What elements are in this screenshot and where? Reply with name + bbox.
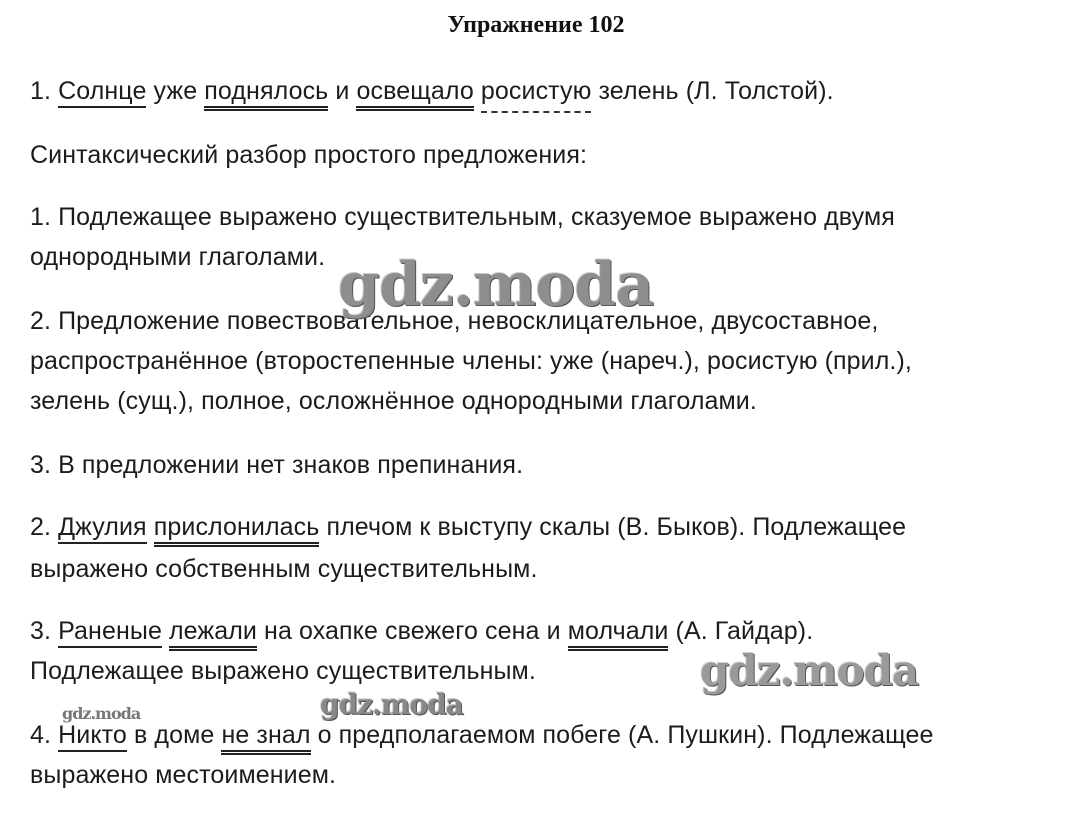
sentence-2: 2. Джулия прислонилась плечом к выступу скалы (В. Быков). Подлежащее: [30, 512, 906, 544]
syntax-heading: Синтаксический разбор простого предложения:: [30, 141, 587, 169]
analysis-3: 3. В предложении нет знаков препинания.: [30, 451, 524, 479]
predicate-word: поднялось: [204, 77, 329, 105]
analysis-1-line-1: 1. Подлежащее выражено существительным, сказуемое выражено двумя: [30, 203, 895, 231]
predicate-word: прислонилась: [153, 513, 320, 541]
exercise-title: Упражнение 102: [447, 12, 625, 38]
modifier-word: росистую: [480, 77, 592, 105]
subject-word: Джулия: [58, 514, 147, 544]
sentence-3-line-2: Подлежащее выражено существительным.: [30, 657, 536, 685]
watermark-small: gdz.moda: [62, 704, 141, 723]
sentence-1: 1. Солнце уже поднялось и освещало росистую зелень (Л. Толстой).: [30, 76, 834, 108]
sentence-3: 3. Раненые лежали на охапке свежего сена и молчали (А. Гайдар).: [30, 616, 813, 648]
analysis-2-line-1: 2. Предложение повествовательное, невосклицательное, двусоставное,: [30, 307, 879, 335]
analysis-1-line-2: однородными глаголами.: [30, 243, 326, 271]
watermark-right: gdz.moda: [700, 646, 919, 695]
predicate-word: молчали: [567, 617, 669, 645]
predicate-word: освещало: [356, 77, 474, 105]
analysis-2-line-3: зелень (сущ.), полное, осложнённое однородными глаголами.: [30, 387, 757, 415]
watermark-main: gdz.moda: [338, 250, 654, 320]
predicate-word: не знал: [221, 721, 311, 749]
sentence-2-line-2: выражено собственным существительным.: [30, 555, 538, 583]
predicate-word: лежали: [169, 617, 257, 645]
sentence-1-number: 1.: [30, 77, 59, 105]
subject-word: Раненые: [58, 618, 162, 648]
sentence-4: 4. Никто в доме не знал о предполагаемом побеге (А. Пушкин). Подлежащее: [30, 720, 934, 752]
subject-word: Солнце: [58, 78, 146, 108]
sentence-4-line-2: выражено местоимением.: [30, 761, 337, 789]
subject-word: Никто: [58, 722, 127, 752]
watermark-center: gdz.moda: [320, 688, 463, 721]
analysis-2-line-2: распространённое (второстепенные члены: уже (нареч.), росистую (прил.),: [30, 347, 912, 375]
